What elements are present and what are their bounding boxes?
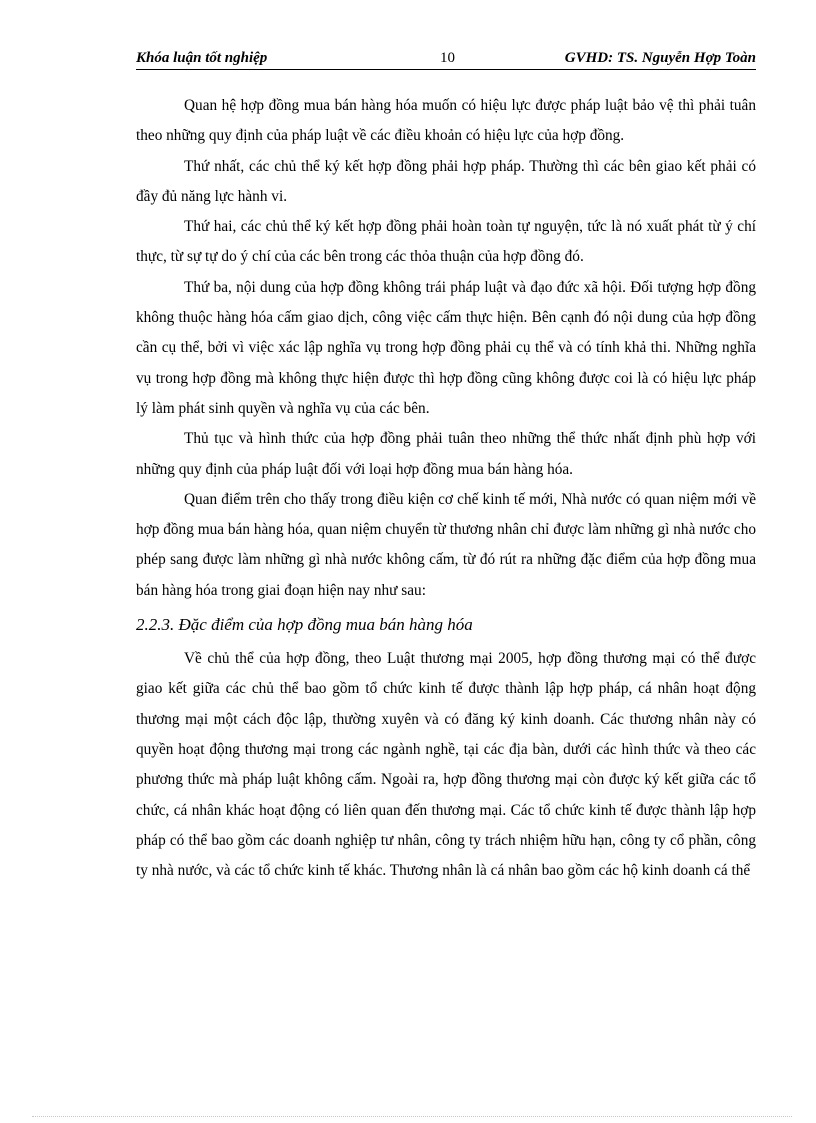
paragraph: Thứ hai, các chủ thể ký kết hợp đồng phải hoàn toàn tự nguyện, tức là nó xuất phát từ ý chí thực, từ sự tự do ý chí của các bên trong các thỏa thuận của hợp đồng đó.	[136, 218, 756, 266]
document-body	[136, 91, 756, 886]
paragraph: Thứ nhất, các chủ thể ký kết hợp đồng phải hợp pháp. Thường thì các bên giao kết phải có đầy đủ năng lực hành vi.	[136, 157, 756, 205]
paragraph: Quan hệ hợp đồng mua bán hàng hóa muốn có hiệu lực được pháp luật bảo vệ thì phải tuân theo những quy định của pháp luật về các điều khoản có hiệu lực của hợp đồng.	[136, 97, 756, 145]
section-heading: 2.2.3. Đặc điểm của hợp đồng mua bán hàng hóa	[136, 615, 473, 635]
paragraph: Về chủ thể của hợp đồng, theo Luật thương mại 2005, hợp đồng thương mại có thể được giao kết giữa các chủ thể bao gồm tổ chức kinh tế được thành lập hợp pháp, cá nhân hoạt động thương mại một cách độc lập, thường xuyên và có đăng ký kinh doanh. Các thương nhân này có quyền hoạt động thương mại trong các ngành nghề, tại các địa bàn, dưới các hình thức và theo các phương thức mà pháp luật không cấm. Ngoài ra, hợp đồng thương mại còn được ký kết giữa các tổ chức, cá nhân khác hoạt động có liên quan đến thương mại. Các tổ chức kinh tế được thành lập hợp pháp có thể bao gồm các doanh nghiệp tư nhân, công ty trách nhiệm hữu hạn, công ty cổ phần, công ty nhà nước, và các tổ chức kinh tế khác. Thương nhân là cá nhân bao gồm các hộ kinh doanh cá thể	[136, 650, 756, 880]
paragraph: Thứ ba, nội dung của hợp đồng không trái pháp luật và đạo đức xã hội. Đối tượng hợp đồng không thuộc hàng hóa cấm giao dịch, công việc cấm thực hiện. Bên cạnh đó nội dung của hợp đồng cần cụ thể, bởi vì việc xác lập nghĩa vụ trong hợp đồng phải cụ thể và có tính khả thi. Những nghĩa vụ trong hợp đồng mà không thực hiện được thì hợp đồng cũng không được coi là có hiệu lực pháp lý làm phát sinh quyền và nghĩa vụ của các bên.	[136, 278, 756, 417]
page-bottom-divider	[32, 1116, 792, 1117]
header-thesis-label: Khóa luận tốt nghiệp	[136, 50, 268, 66]
paragraph: Thủ tục và hình thức của hợp đồng phải tuân theo những thể thức nhất định phù hợp với những quy định của pháp luật đối với loại hợp đồng mua bán hàng hóa.	[136, 430, 756, 478]
paragraph: Quan điểm trên cho thấy trong điều kiện cơ chế kinh tế mới, Nhà nước có quan niệm mới về hợp đồng mua bán hàng hóa, quan niệm chuyển từ thương nhân chỉ được làm những gì nhà nước cho phép sang được làm những gì nhà nước không cấm, từ đó rút ra những đặc điểm của hợp đồng mua bán hàng hóa trong giai đoạn hiện nay như sau:	[136, 490, 756, 599]
page-number: 10	[440, 50, 455, 66]
header-supervisor: GVHD: TS. Nguyễn Hợp Toàn	[564, 50, 756, 66]
page-header	[136, 49, 756, 70]
